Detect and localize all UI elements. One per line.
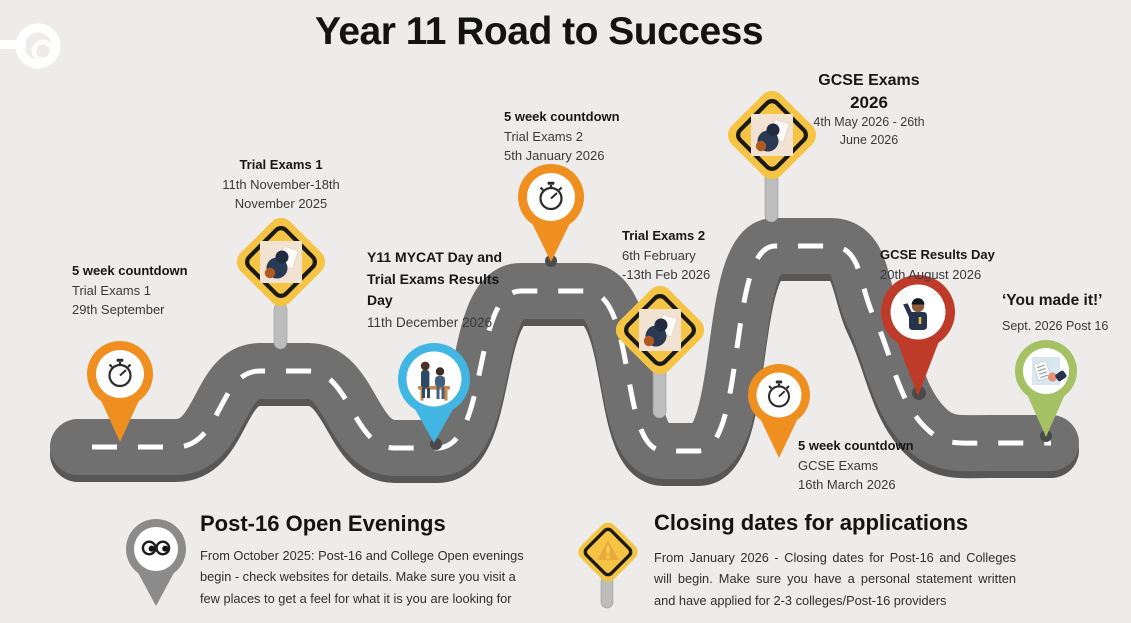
closing-dates-heading: Closing dates for applications	[654, 510, 969, 535]
label-countdown-gcse-exams: 5 week countdown GCSE Exams 16th March 2026	[798, 438, 914, 492]
label-gcse-exams-2026: GCSE Exams 2026 4th May 2026 - 26th June 2026	[813, 72, 925, 147]
road-sign-closing-dates	[575, 519, 641, 585]
label-trial-exams-2: Trial Exams 2 6th February -13th Feb 2026	[622, 228, 711, 282]
sign-post	[274, 303, 287, 349]
post-16-open-evenings-heading: Post-16 Open Evenings	[200, 511, 446, 536]
label-trial-exams-1: Trial Exams 1 11th November-18th November 2025	[222, 157, 340, 211]
label-countdown-trial-exams-2: 5 week countdown Trial Exams 2 5th January 2026	[504, 109, 620, 163]
stopwatch-icon	[105, 359, 135, 389]
label-you-made-it: ‘You made it!’ Sept. 2026 Post 16	[1002, 292, 1109, 333]
pin-countdown-trial-exams-2	[518, 164, 584, 262]
road-sign-trial-exams-1	[232, 213, 331, 312]
student-exam-icon	[751, 114, 793, 156]
closing-dates-body: From January 2026 - Closing dates for Post-16 and Colleges will begin. Make sure you have a personal statement written and have applied for 2-3 colleges/Post-16 providers	[654, 550, 1016, 608]
student-exam-icon	[639, 309, 681, 351]
pin-post-16-open-evenings	[126, 519, 186, 606]
student-exam-icon	[260, 241, 302, 283]
page-title: Year 11 Road to Success	[314, 10, 764, 53]
stopwatch-icon	[765, 381, 794, 410]
label-gcse-results-day: GCSE Results Day 20th August 2026	[880, 247, 995, 282]
label-mycat-results-day: Y11 MYCAT Day and Trial Exams Results Day 11th December 2026	[367, 249, 503, 330]
label-countdown-trial-exams-1: 5 week countdown Trial Exams 1 29th September	[72, 263, 188, 317]
post-16-open-evenings-body: From October 2025: Post-16 and College Open evenings begin - check websites for details. Make sure you visit a few places to get a feel for what it is you are looking for	[200, 548, 524, 606]
stopwatch-icon	[536, 182, 566, 212]
